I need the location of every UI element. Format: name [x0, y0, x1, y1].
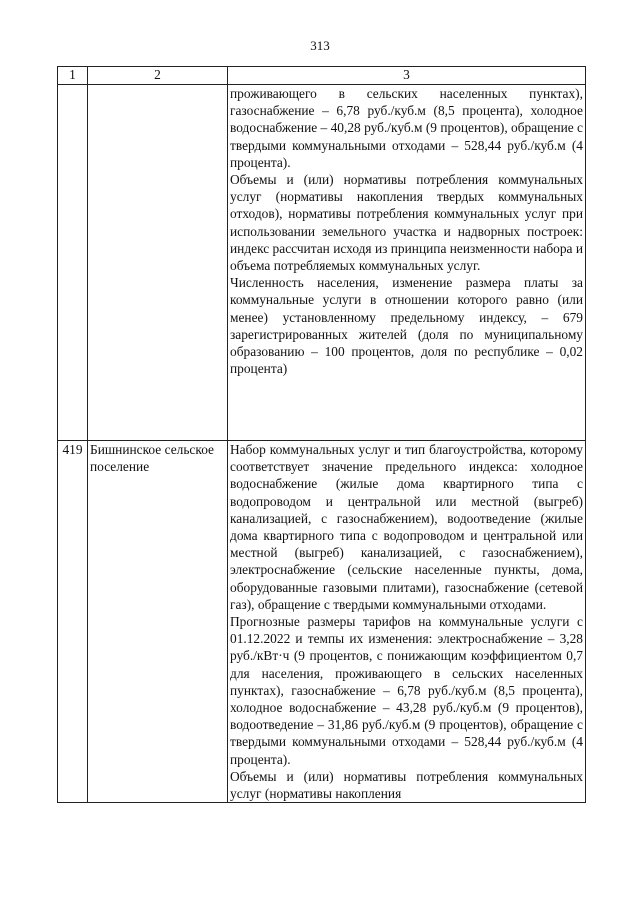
table-header-row [58, 67, 586, 85]
description-paragraph: проживающего в сельских населенных пунктах), газоснабжение – 6,78 руб./куб.м (8,5 процента), холодное водоснабжение – 40,28 руб./куб.м (9 процентов), обращение с твердыми коммунальными отходами – 528,44 руб./куб.м (4 процента). [230, 86, 583, 170]
description-paragraph: Объемы и (или) нормативы потребления коммунальных услуг (нормативы накопления [230, 768, 583, 802]
description-paragraph: Численность населения, изменение размера платы за коммунальные услуги в отношении которого равно (или менее) установленному предельному индексу, – 679 зарегистрированных жителей (доля по муниципальному образованию – 100 процентов, доля по республике – 0,02 процента) [230, 275, 583, 377]
description-paragraph: Объемы и (или) нормативы потребления коммунальных услуг (нормативы накопления твердых коммунальных отходов), нормативы потребления коммунальных услуг при использовании земельного участка и надворных построек: индекс рассчитан исходя из принципа неизменности набора и объема потребляемых коммунальных услуг. [230, 172, 583, 274]
description-paragraph: Прогнозные размеры тарифов на коммунальные услуги с 01.12.2022 и темпы их изменения: электроснабжение – 3,28 руб./кВт·ч (9 процентов, с понижающим коэффициентом 0,7 для населения, проживающего в сельских населенных пунктах), газоснабжение – 6,78 руб./куб.м (8,5 процента), холодное водоснабжение – 43,28 руб./куб.м (9 процентов), водоотведение – 31,86 руб./куб.м (9 процентов), обращение с твердыми коммунальными отходами – 528,44 руб./куб.м (4 процента). [230, 614, 583, 767]
description-cell [228, 441, 586, 803]
row-number-cell: 419 [58, 441, 88, 803]
municipality-name-cell [88, 85, 228, 441]
table-row-419 [58, 441, 586, 803]
table-row-continuation [58, 85, 586, 441]
column-header-3: 3 [228, 67, 586, 85]
column-header-2: 2 [88, 67, 228, 85]
page-number: 313 [310, 38, 330, 53]
description-cell [228, 85, 586, 441]
column-header-1: 1 [58, 67, 88, 85]
row-number-cell [58, 85, 88, 441]
description-paragraph: Набор коммунальных услуг и тип благоустройства, которому соответствует значение предельного индекса: холодное водоснабжение (жилые дома квартирного типа с водопроводом и центральной или местной (выгреб) канализацией, с газоснабжением), водоотведение (жилые дома квартирного типа с водопроводом и центральной или местной (выгреб) канализацией, с газоснабжением), электроснабжение (сельские населенные пункты, дома, оборудованные газовыми плитами), газоснабжение (сетевой газ), обращение с твердыми коммунальными отходами. [230, 442, 583, 612]
municipal-index-table [57, 66, 586, 803]
municipality-name-cell: Бишнинское сельское поселение [88, 441, 228, 803]
